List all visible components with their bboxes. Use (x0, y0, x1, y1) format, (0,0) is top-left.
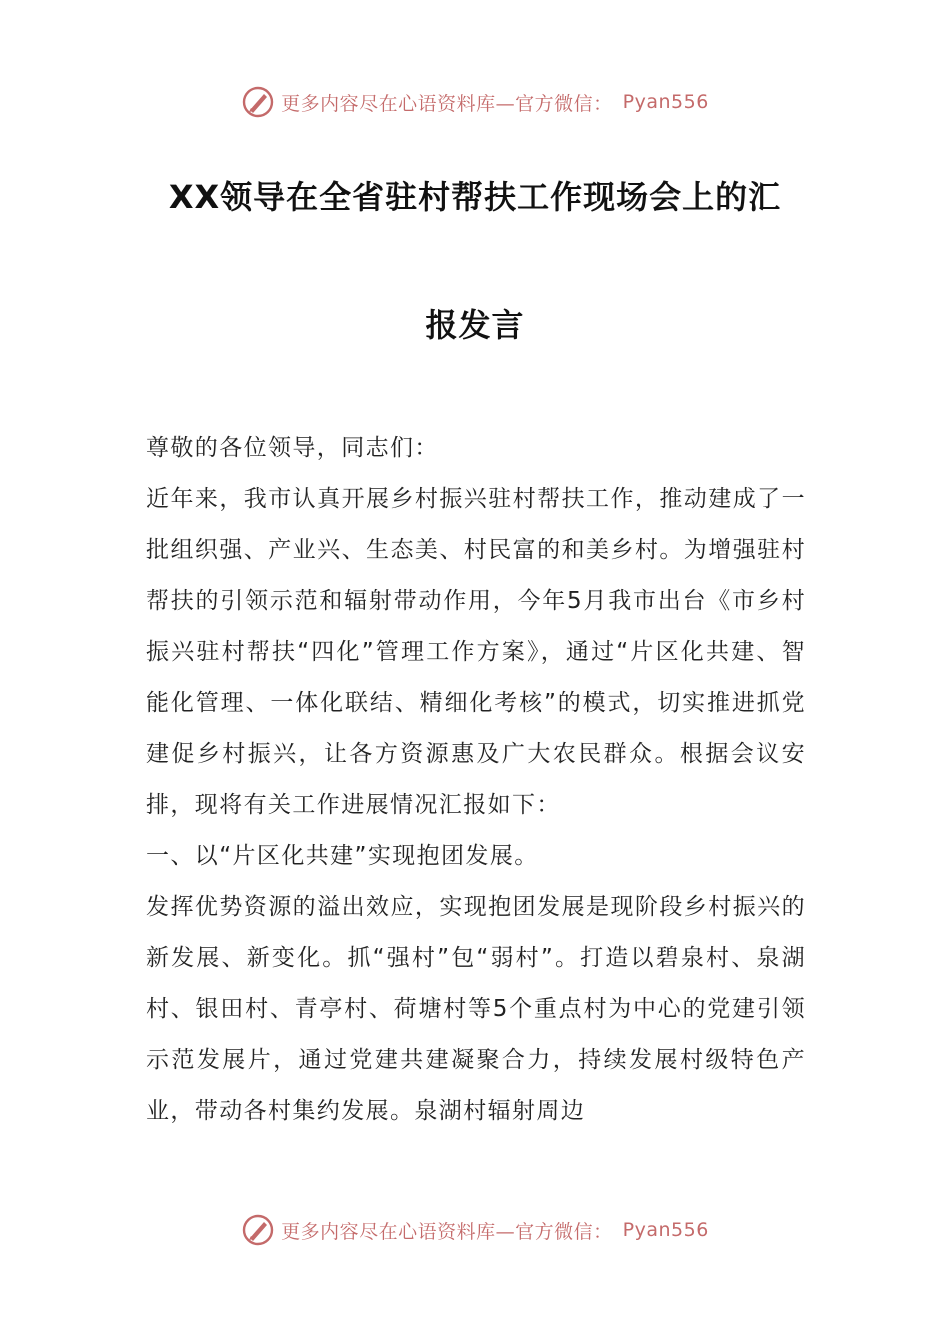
pen-logo-icon (241, 1213, 275, 1247)
document-title-line-2: 报发言 (425, 306, 525, 344)
document-body (146, 423, 806, 1137)
intro-paragraph: 近年来，我市认真开展乡村振兴驻村帮扶工作，推动建成了一批组织强、产业兴、生态美、村民富的和美乡村。为增强驻村帮扶的引领示范和辐射带动作用，今年5月我市出台《市乡村振兴驻村帮扶“四化”管理工作方案》，通过“片区化共建、智能化管理、一体化联结、精细化考核”的模式，切实推进抓党建促乡村振兴，让各方资源惠及广大农民群众。根据会议安排，现将有关工作进展情况汇报如下： (146, 486, 806, 818)
watermark-wechat-id: Pyan556 (622, 1219, 709, 1241)
watermark-header (0, 80, 950, 124)
salutation: 尊敬的各位领导，同志们： (146, 435, 439, 461)
document-title-line-1: XX领导在全省驻村帮扶工作现场会上的汇 (168, 178, 782, 216)
watermark-wechat-id: Pyan556 (622, 91, 709, 113)
pen-logo-icon (241, 85, 275, 119)
watermark-text: 更多内容尽在心语资料库—官方微信： (281, 92, 613, 115)
section-1-paragraph: 发挥优势资源的溢出效应，实现抱团发展是现阶段乡村振兴的新发展、新变化。抓“强村”包“弱村”。打造以碧泉村、泉湖村、银田村、青亭村、荷塘村等5个重点村为中心的党建引领示范发展片，通过党建共建凝聚合力，持续发展村级特色产业，带动各村集约发展。泉湖村辐射周边 (146, 894, 806, 1124)
watermark-footer (0, 1208, 950, 1252)
section-1-heading: 一、以“片区化共建”实现抱团发展。 (146, 843, 539, 869)
watermark-text: 更多内容尽在心语资料库—官方微信： (281, 1220, 613, 1243)
